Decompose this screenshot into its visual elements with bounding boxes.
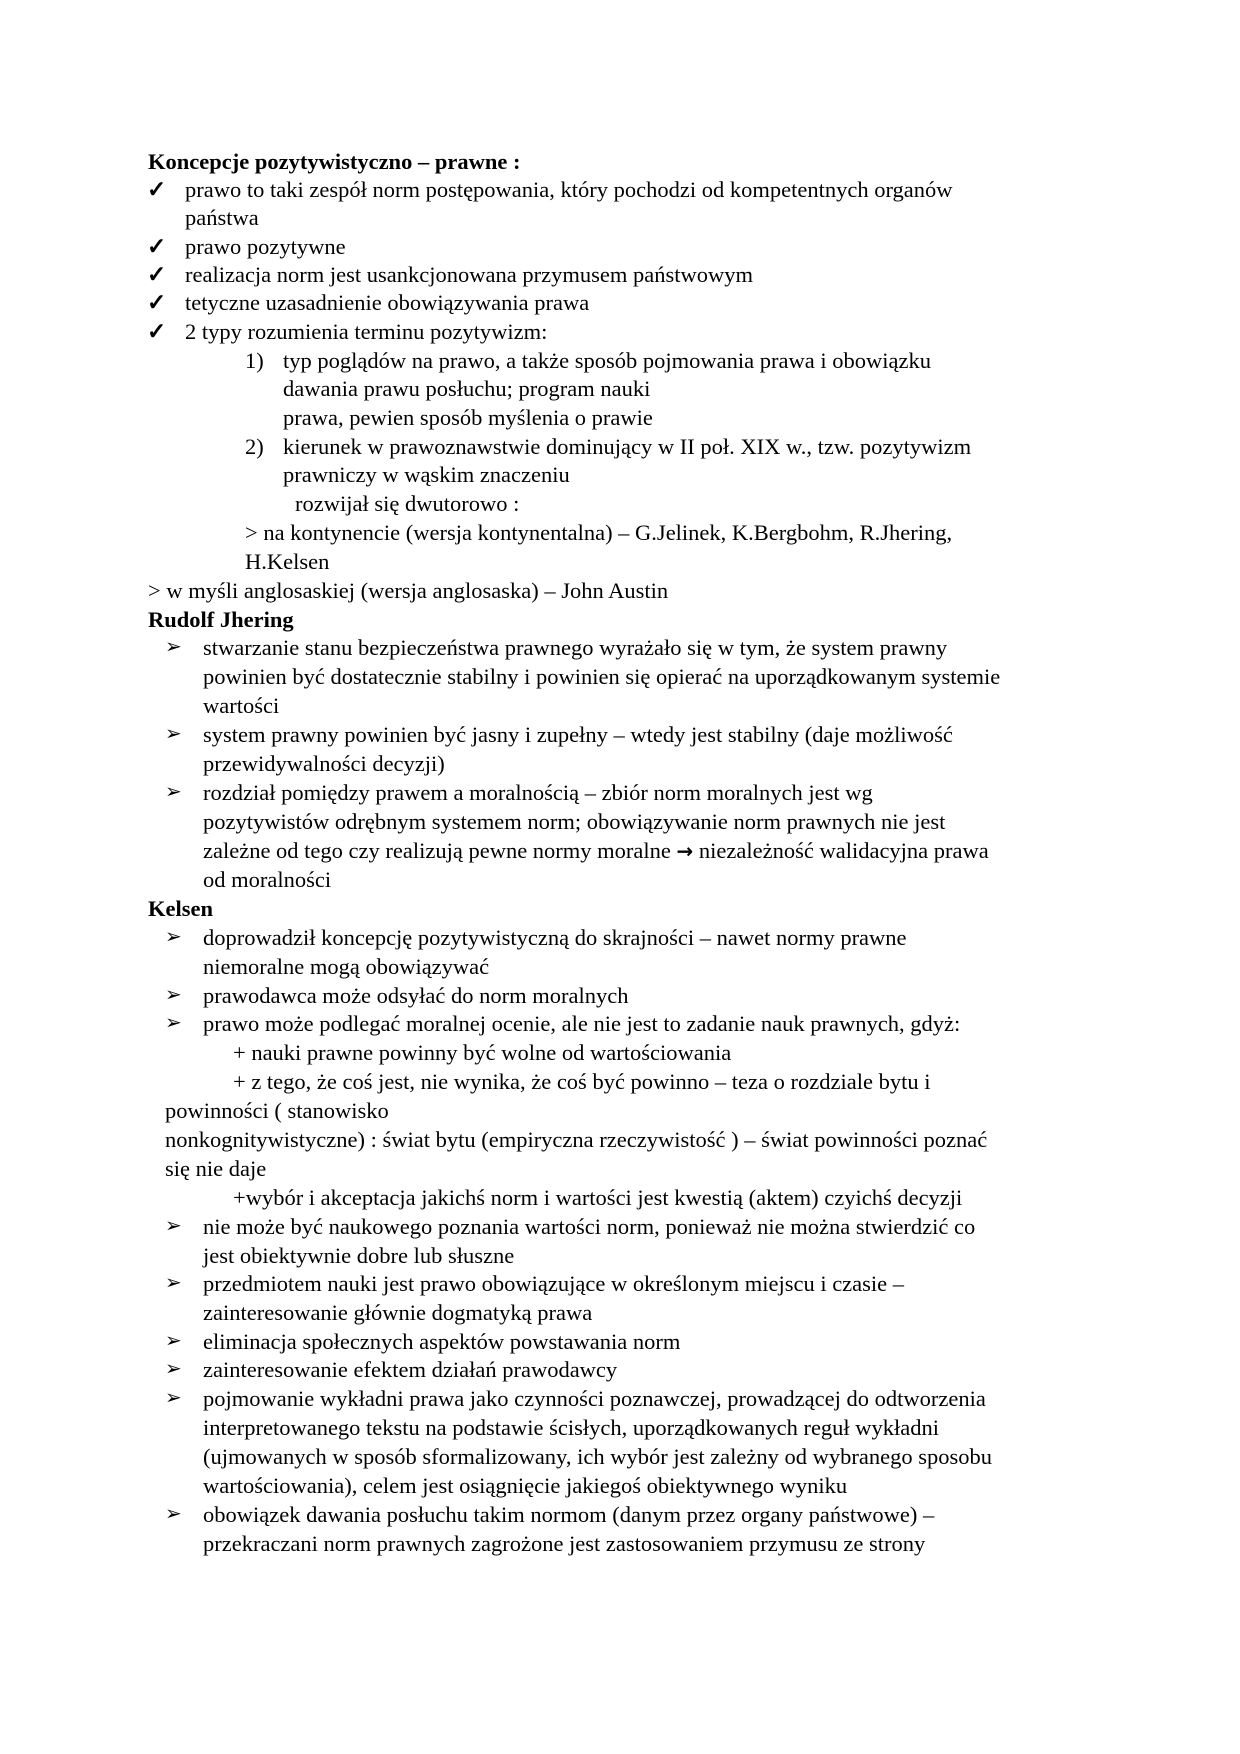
checkmark-icon: ✓ — [147, 234, 167, 259]
jhering-item-continuation: pozytywistów odrębnym systemem norm; obowiązywanie norm prawnych nie jest — [203, 809, 946, 834]
kelsen-subpoint: +wybór i akceptacja jakichś norm i wartości jest kwestią (aktem) czyichś decyzji — [233, 1185, 963, 1210]
kelsen-item: eliminacja społecznych aspektów powstawania norm — [203, 1329, 681, 1354]
arrow-bullet-icon: ➢ — [165, 723, 182, 745]
kelsen-item: nie może być naukowego poznania wartości norm, ponieważ nie można stwierdzić co — [203, 1214, 976, 1239]
jhering-item-continuation: przewidywalności decyzji) — [203, 751, 445, 776]
jhering-item: system prawny powinien być jasny i zupełny – wtedy jest stabilny (daje możliwość — [203, 722, 953, 747]
numbered-item: kierunek w prawoznawstwie dominujący w II poł. XIX w., tzw. pozytywizm — [283, 434, 972, 459]
arrow-bullet-icon: ➢ — [165, 1215, 182, 1237]
kelsen-item-continuation: wartościowania), celem jest osiągnięcie jakiegoś obiektywnego wyniku — [203, 1473, 848, 1498]
arrow-bullet-icon: ➢ — [165, 1272, 182, 1294]
jhering-item-continuation: od moralności — [203, 867, 332, 892]
check-item: realizacja norm jest usankcjonowana przymusem państwowym — [185, 262, 753, 287]
jhering-item-continuation: powinien być dostatecznie stabilny i powinien się opierać na uporządkowanym systemie — [203, 664, 1001, 689]
kelsen-item-continuation: zainteresowanie głównie dogmatyką prawa — [203, 1300, 593, 1325]
kelsen-subpoint: + z tego, że coś jest, nie wynika, że coś być powinno – teza o rozdziale bytu i — [233, 1069, 931, 1094]
list-number: 2) — [245, 434, 264, 459]
arrow-bullet-icon: ➢ — [165, 781, 182, 803]
checkmark-icon: ✓ — [147, 177, 167, 202]
sub-item-continuation: H.Kelsen — [245, 549, 330, 574]
kelsen-item: obowiązek dawania posłuchu takim normom (danym przez organy państwowe) – — [203, 1502, 935, 1527]
kelsen-subpoint-continuation: nonkognitywistyczne) : świat bytu (empiryczna rzeczywistość ) – świat powinności poznać — [165, 1127, 988, 1152]
jhering-text-part: niezależność walidacyjna prawa — [698, 838, 989, 863]
kelsen-item-continuation: (ujmowanych w sposób sformalizowany, ich wybór jest zależny od wybranego sposobu — [203, 1444, 992, 1469]
numbered-item-continuation: prawniczy w wąskim znaczeniu — [283, 462, 570, 487]
jhering-text-part: zależne od tego czy realizują pewne normy moralne — [203, 838, 671, 863]
check-item: tetyczne uzasadnienie obowiązywania prawa — [185, 290, 590, 315]
kelsen-item-continuation: przekraczani norm prawnych zagrożone jest zastosowaniem przymusu ze strony — [203, 1531, 926, 1556]
arrow-bullet-icon: ➢ — [165, 1503, 182, 1525]
arrow-bullet-icon: ➢ — [165, 1012, 182, 1034]
jhering-item: rozdział pomiędzy prawem a moralnością – zbiór norm moralnych jest wg — [203, 780, 873, 805]
checkmark-icon: ✓ — [147, 319, 167, 344]
kelsen-item: prawodawca może odsyłać do norm moralnych — [203, 983, 629, 1008]
jhering-item-continuation — [203, 836, 989, 866]
check-item: prawo to taki zespół norm postępowania, który pochodzi od kompetentnych organów — [185, 177, 953, 202]
checkmark-icon: ✓ — [147, 262, 167, 287]
arrow-bullet-icon: ➢ — [165, 926, 182, 948]
section-heading-koncepcje: Koncepcje pozytywistyczno – prawne : — [148, 149, 521, 174]
kelsen-item: prawo może podlegać moralnej ocenie, ale nie jest to zadanie nauk prawnych, gdyż: — [203, 1011, 961, 1036]
arrow-bullet-icon: ➢ — [165, 1330, 182, 1352]
check-item: prawo pozytywne — [185, 234, 346, 259]
kelsen-item-continuation: jest obiektywnie dobre lub słuszne — [203, 1243, 515, 1268]
check-item: 2 typy rozumienia terminu pozytywizm: — [185, 319, 548, 344]
checkmark-icon: ✓ — [147, 290, 167, 315]
kelsen-item: przedmiotem nauki jest prawo obowiązujące w określonym miejscu i czasie – — [203, 1271, 905, 1296]
numbered-item: typ poglądów na prawo, a także sposób pojmowania prawa i obowiązku — [283, 348, 931, 373]
numbered-item-continuation: prawa, pewien sposób myślenia o prawie — [283, 405, 653, 430]
jhering-item: stwarzanie stanu bezpieczeństwa prawnego wyrażało się w tym, że system prawny — [203, 635, 948, 660]
right-arrow-icon: → — [676, 839, 694, 863]
arrow-bullet-icon: ➢ — [165, 1358, 182, 1380]
kelsen-item-continuation: interpretowanego tekstu na podstawie ścisłych, uporządkowanych reguł wykładni — [203, 1415, 940, 1440]
sub-item: > na kontynencie (wersja kontynentalna) – G.Jelinek, K.Bergbohm, R.Jhering, — [245, 520, 953, 545]
kelsen-item-continuation: niemoralne mogą obowiązywać — [203, 954, 490, 979]
arrow-bullet-icon: ➢ — [165, 1387, 182, 1409]
kelsen-item: doprowadził koncepcję pozytywistyczną do skrajności – nawet normy prawne — [203, 925, 907, 950]
check-item-continuation: państwa — [185, 205, 259, 230]
section-heading-jhering: Rudolf Jhering — [148, 607, 294, 632]
kelsen-item: zainteresowanie efektem działań prawodawcy — [203, 1357, 618, 1382]
arrow-bullet-icon: ➢ — [165, 636, 182, 658]
section-heading-kelsen: Kelsen — [148, 896, 213, 921]
jhering-item-continuation: wartości — [203, 693, 280, 718]
sub-item: > w myśli anglosaskiej (wersja anglosaska) – John Austin — [148, 578, 669, 603]
kelsen-subpoint-continuation: powinności ( stanowisko — [165, 1098, 389, 1123]
arrow-bullet-icon: ➢ — [165, 984, 182, 1006]
kelsen-subpoint: + nauki prawne powinny być wolne od wartościowania — [233, 1040, 732, 1065]
numbered-item-continuation: dawania prawu posłuchu; program nauki — [283, 376, 651, 401]
kelsen-item: pojmowanie wykładni prawa jako czynności poznawczej, prowadzącej do odtworzenia — [203, 1386, 986, 1411]
list-number: 1) — [245, 348, 264, 373]
numbered-item-continuation: rozwijał się dwutorowo : — [295, 491, 520, 516]
kelsen-subpoint-continuation: się nie daje — [165, 1156, 267, 1181]
